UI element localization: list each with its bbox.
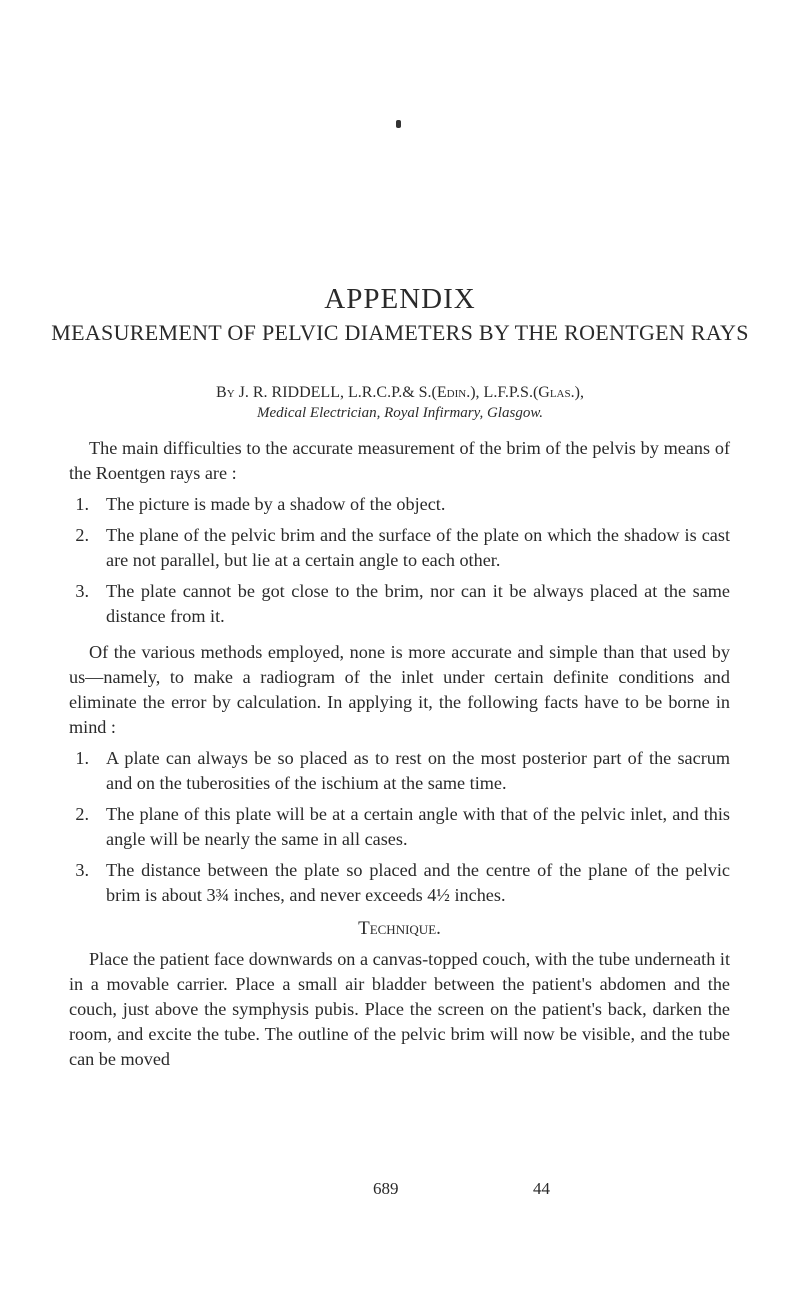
item-number: 2. (75, 804, 89, 824)
item-text: The plane of this plate will be at a certain angle with that of the pelvic inlet, and this angle will be nearly the same in all cases. (106, 804, 730, 849)
author-line: By J. R. RIDDELL, L.R.C.P.& S.(Edin.), L.F.P.S.(Glas.), (216, 384, 584, 401)
appendix-title: APPENDIX (324, 283, 476, 315)
intro-paragraph: The main difficulties to the accurate measurement of the brim of the pelvis by means of the Roentgen rays are : (69, 438, 730, 483)
affiliation-line: Medical Electrician, Royal Infirmary, Glasgow. (257, 405, 543, 421)
item-text: The plate cannot be got close to the brim, nor can it be always placed at the same distance from it. (106, 581, 730, 626)
signature-mark: 44 (533, 1179, 550, 1198)
main-text (69, 436, 730, 1072)
item-number: 2. (75, 525, 89, 545)
item-number: 3. (75, 581, 89, 601)
difficulties-list (69, 492, 730, 629)
list-item (69, 492, 730, 517)
list-item (69, 523, 730, 573)
list-item (69, 802, 730, 852)
list-item (69, 858, 730, 908)
ink-speck (396, 120, 401, 128)
item-text: The plane of the pelvic brim and the surface of the plate on which the shadow is cast are not parallel, but lie at a certain angle to each other. (106, 525, 730, 570)
item-text: A plate can always be so placed as to rest on the most posterior part of the sacrum and on the tuberosities of the ischium at the same time. (106, 748, 730, 793)
item-text: The picture is made by a shadow of the object. (106, 494, 446, 514)
item-number: 3. (75, 860, 89, 880)
technique-heading: Technique. (358, 918, 441, 939)
page-number: 689 (373, 1179, 399, 1198)
item-text: The distance between the plate so placed and the centre of the plane of the pelvic brim is about 3¾ inches, and never exceeds 4½ inches. (106, 860, 730, 905)
facts-list (69, 746, 730, 908)
article-title: MEASUREMENT OF PELVIC DIAMETERS BY THE ROENTGEN RAYS (51, 320, 749, 345)
list-item (69, 746, 730, 796)
byline (40, 382, 760, 424)
technique-paragraph: Place the patient face downwards on a canvas-topped couch, with the tube underneath it in a movable carrier. Place a small air bladder between the patient's abdomen and the couch, just above the symphysis pubis. Place the screen on the patient's back, darken the room, and excite the tube. The outline of the pelvic brim will now be visible, and the tube can be moved (69, 949, 730, 1069)
list-item (69, 579, 730, 629)
methods-paragraph: Of the various methods employed, none is more accurate and simple than that used by us—namely, to make a radiogram of the inlet under certain definite conditions and eliminate the error by calculation. In applying it, the following facts have to be borne in mind : (69, 642, 730, 737)
item-number: 1. (75, 494, 89, 514)
item-number: 1. (75, 748, 89, 768)
